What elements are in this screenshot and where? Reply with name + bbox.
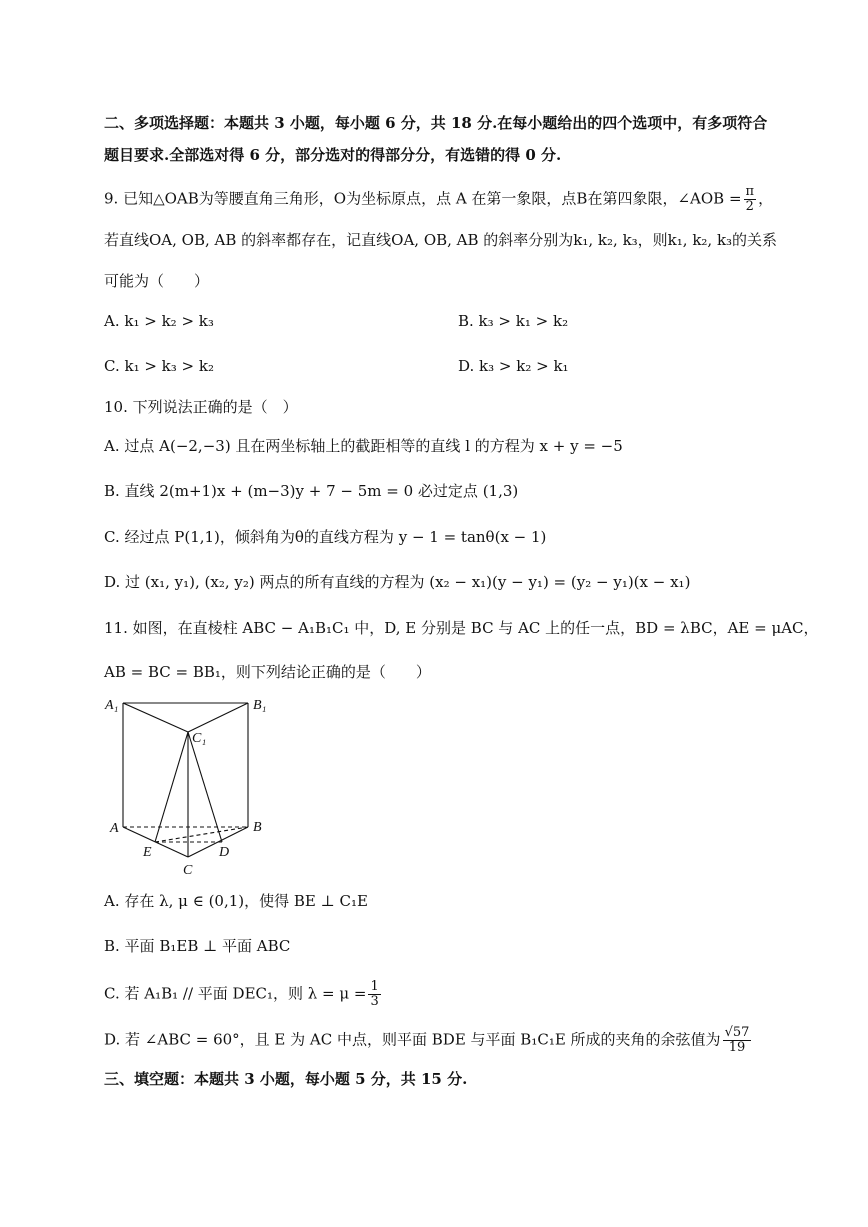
edge-c1e [155, 732, 188, 842]
label-c1: C₁ [192, 731, 207, 746]
q9-line1-text: 9. 已知△OAB为等腰直角三角形，O为坐标原点，点 A 在第一象限，点B在第四象限，∠AOB = [104, 189, 742, 208]
q9-fraction [744, 185, 757, 214]
q11-option-c-num: 1 [370, 979, 379, 994]
q9-option-a: A. k₁ > k₂ > k₃ [104, 312, 214, 330]
q10-stem: 10. 下列说法正确的是（ ） [104, 398, 298, 416]
q9-option-d: D. k₃ > k₂ > k₁ [458, 357, 569, 375]
edge-b1c1 [188, 703, 248, 732]
section3-header: 三、填空题：本题共 3 小题，每小题 5 分，共 15 分. [104, 1070, 468, 1088]
q9-line1-end: ， [758, 189, 774, 208]
q10-option-b: B. 直线 2(m+1)x + (m−3)y + 7 − 5m = 0 必过定点 (1,3) [104, 482, 519, 500]
section2-header-line2: 题目要求.全部选对得 6 分，部分选对的得部分分，有选错的得 0 分. [104, 146, 562, 164]
q9-stem-line1 [104, 185, 773, 214]
q10-option-a: A. 过点 A(−2,−3) 且在两坐标轴上的截距相等的直线 l 的方程为 x + y = −5 [104, 437, 623, 455]
q9-frac-num: π [745, 184, 755, 199]
q11-stem-line1: 11. 如图，在直棱柱 ABC − A₁B₁C₁ 中，D, E 分别是 BC 与 AC 上的任一点，BD = λBC，AE = μAC， [104, 619, 819, 637]
q11-option-d-fraction [723, 1026, 752, 1055]
q10-option-c: C. 经过点 P(1,1)，倾斜角为θ的直线方程为 y − 1 = tanθ(x − 1) [104, 528, 547, 546]
q9-stem-line3: 可能为（ ） [104, 272, 210, 290]
q11-option-d-num: √57 [724, 1025, 750, 1040]
q11-option-b: B. 平面 B₁EB ⊥ 平面 ABC [104, 937, 291, 955]
q11-option-c-fraction [368, 980, 380, 1009]
label-d: D [219, 845, 230, 860]
label-b: B [253, 820, 262, 835]
q11-option-c [104, 980, 383, 1009]
prism-figure [100, 690, 280, 880]
label-a: A [110, 821, 119, 836]
q11-option-d [104, 1026, 753, 1055]
q11-option-d-den: 19 [728, 1040, 746, 1055]
q9-option-c: C. k₁ > k₃ > k₂ [104, 357, 214, 375]
q11-option-c-den: 3 [370, 994, 379, 1009]
q9-option-b: B. k₃ > k₁ > k₂ [458, 312, 569, 330]
label-e: E [143, 845, 152, 860]
q10-option-d: D. 过 (x₁, y₁), (x₂, y₂) 两点的所有直线的方程为 (x₂ − x₁)(y − y₁) = (y₂ − y₁)(x − x₁) [104, 573, 691, 591]
label-c: C [183, 863, 193, 878]
q11-option-a: A. 存在 λ, μ ∈ (0,1)，使得 BE ⊥ C₁E [104, 892, 368, 910]
q11-option-d-text: D. 若 ∠ABC = 60°，且 E 为 AC 中点，则平面 BDE 与平面 B₁C₁E 所成的夹角的余弦值为 [104, 1030, 721, 1049]
label-a1: A₁ [105, 698, 119, 713]
section2-header-line1: 二、多项选择题：本题共 3 小题，每小题 6 分，共 18 分.在每小题给出的四个选项中，有多项符合 [104, 114, 768, 132]
label-b1: B₁ [253, 698, 267, 713]
edge-a1c1 [123, 703, 188, 732]
q11-option-c-text: C. 若 A₁B₁ // 平面 DEC₁，则 λ = μ = [104, 984, 367, 1003]
q9-frac-den: 2 [745, 199, 754, 214]
q9-stem-line2: 若直线OA, OB, AB 的斜率都存在，记直线OA, OB, AB 的斜率分别为k₁, k₂, k₃，则k₁, k₂, k₃的关系 [104, 231, 778, 249]
q11-stem-line2: AB = BC = BB₁，则下列结论正确的是（ ） [104, 663, 431, 681]
edge-c1d [188, 732, 222, 842]
